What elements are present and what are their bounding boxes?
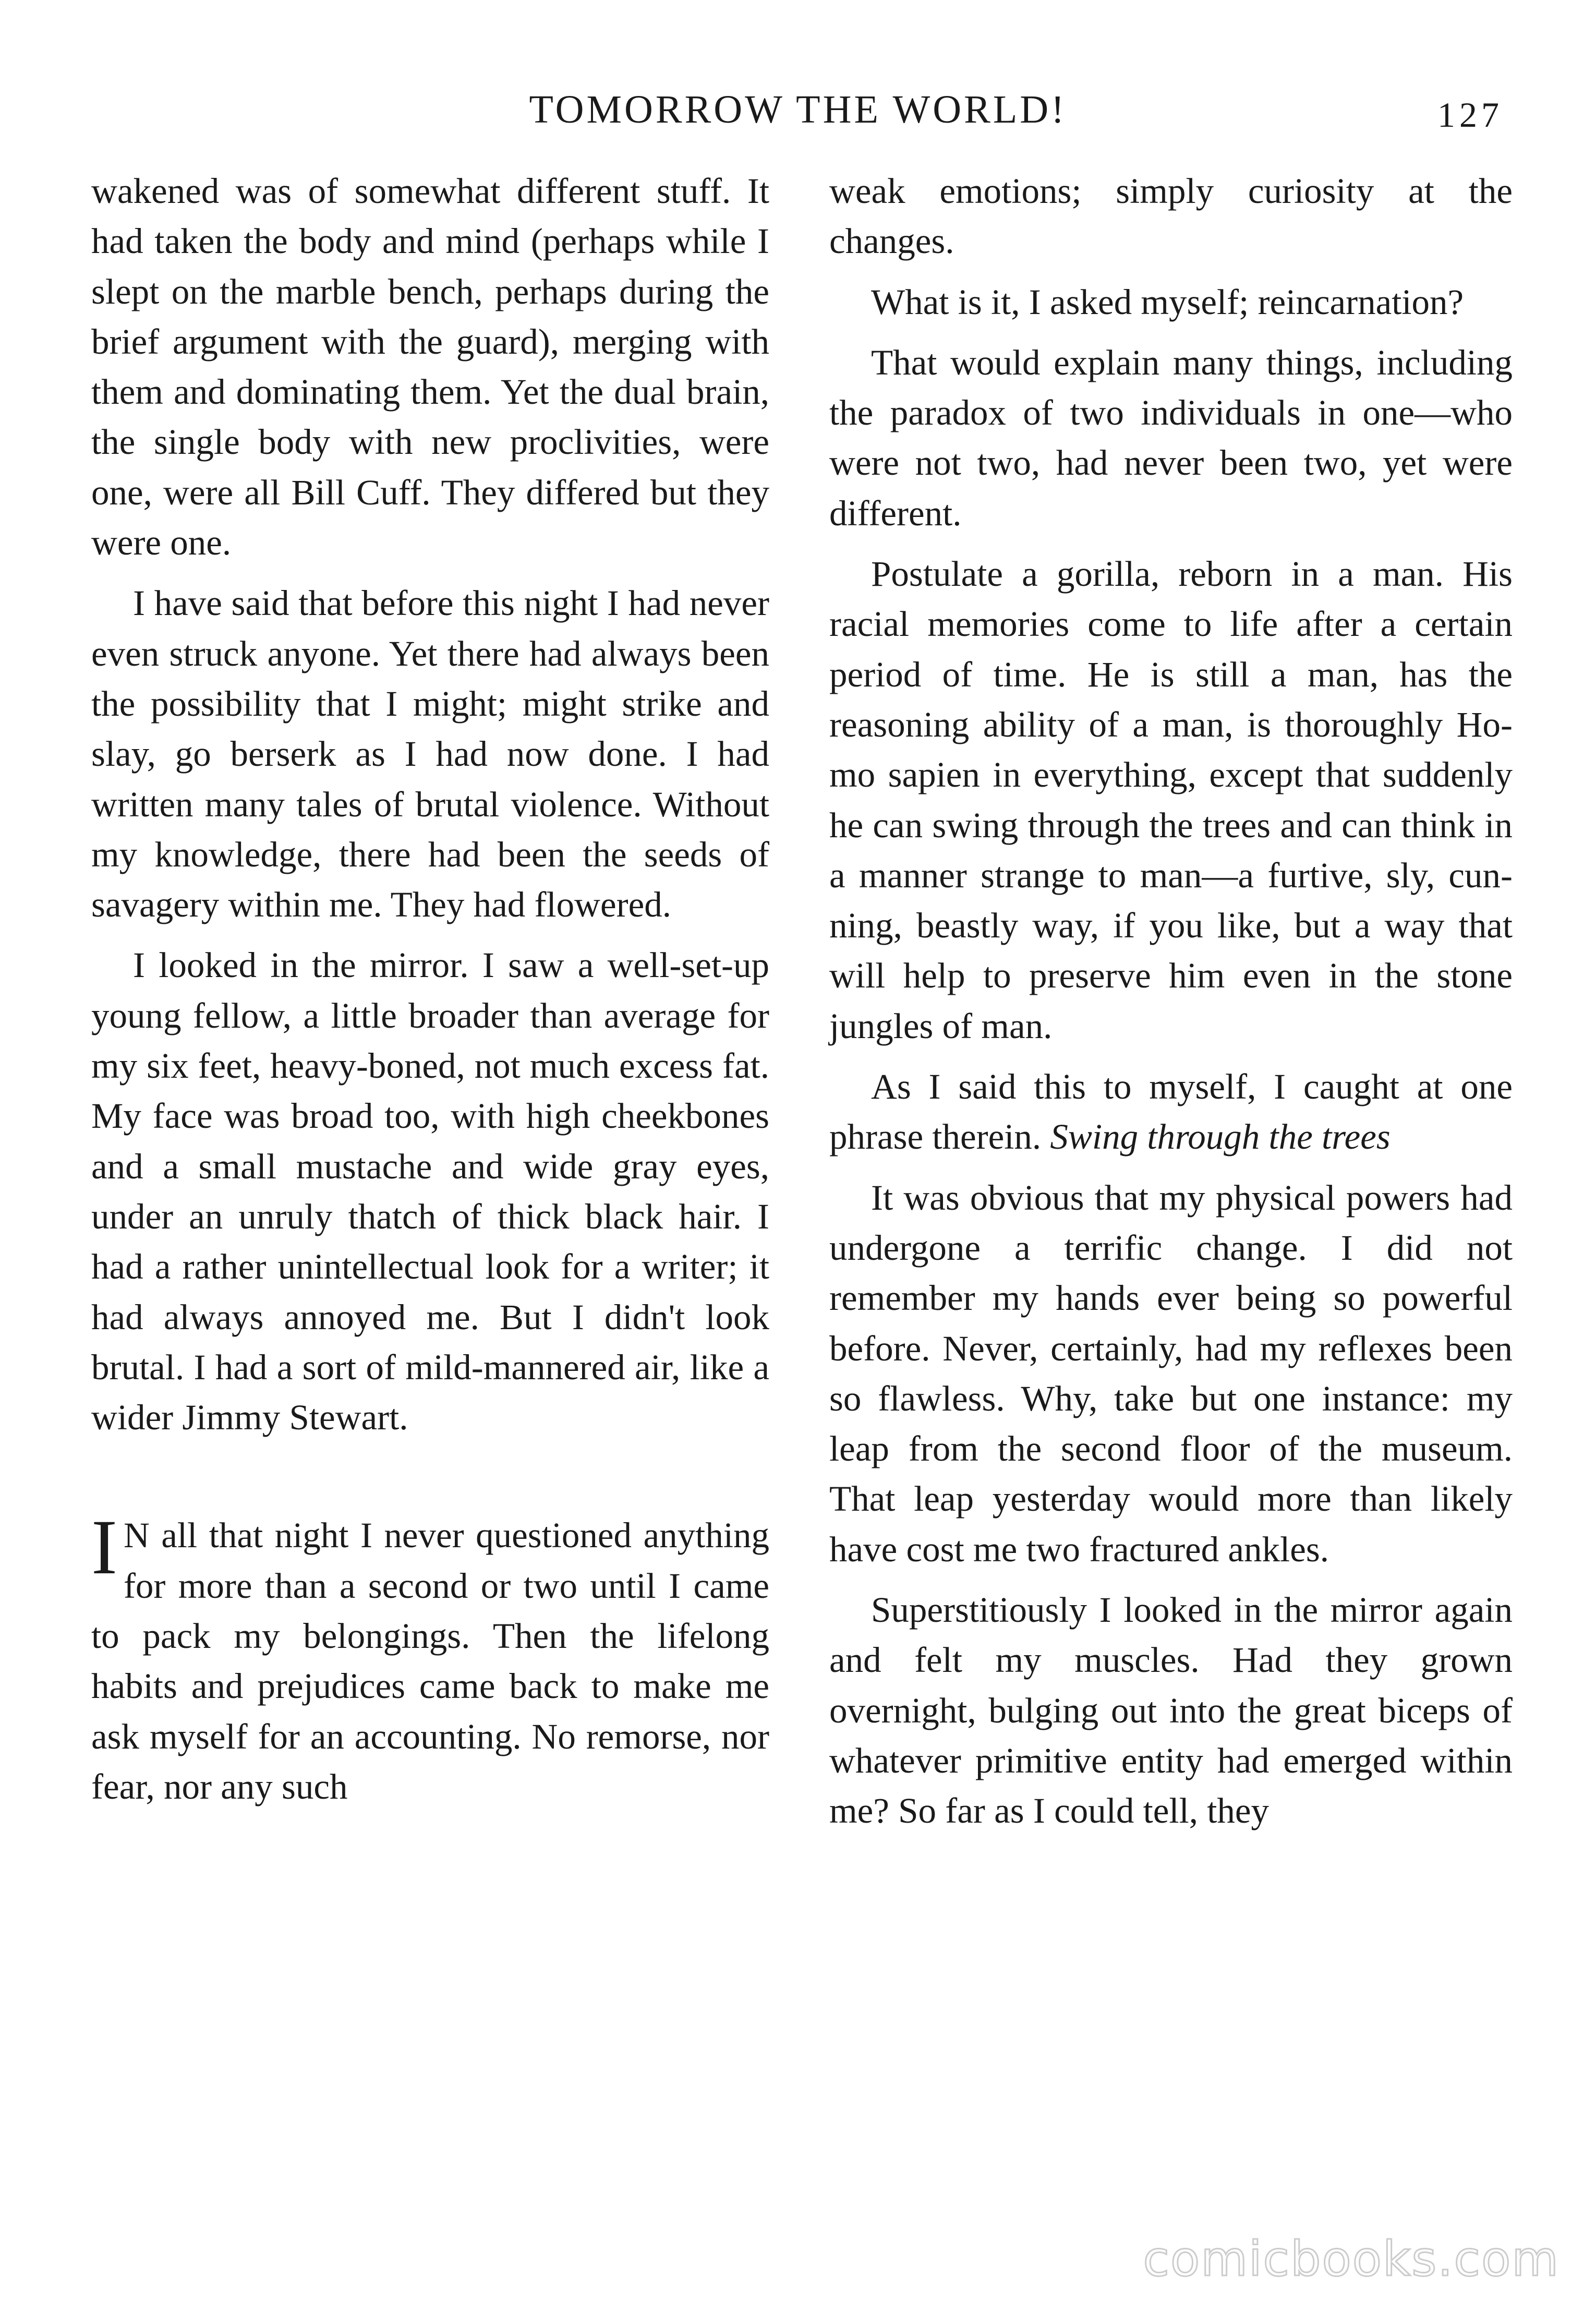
paragraph: Superstitiously I looked in the mirror again and felt my muscles. Had they grown overnight, bulging out into the great biceps of whatever primitive entity had emerged within me? So far as I could tell, they: [829, 1590, 1513, 1831]
left-column: [91, 166, 769, 1822]
page-header: [0, 83, 1596, 146]
paragraph: It was obvious that my physical powers had undergone a terrific change. I did not remember my hands ever being so powerful before. Never, certainly, had my reflexes been so flawless. Why, take but one instance: my leap from the second floor of the museum. That leap yesterday would more than likely have cost me two fractured ankles.: [829, 1177, 1513, 1569]
section-opening-paragraph: [91, 1504, 769, 1812]
page-number: 127: [1437, 95, 1503, 135]
paragraph-text: N all that night I never questioned anything for more than a second or two until I came to pack my belongings. Then the lifelong habits and prejudices came back to make me ask myself for an accounting. No remorse, nor fear, nor any such: [91, 1515, 769, 1806]
paragraph: That would explain many things, including the paradox of two individuals in one—who were not two, had never been two, yet were different.: [829, 342, 1513, 533]
site-watermark: comicbooks.com: [1143, 2231, 1559, 2287]
paragraph: What is it, I asked myself; reincarnation?: [871, 282, 1464, 322]
drop-cap: I: [91, 1504, 117, 1591]
paragraph: I looked in the mirror. I saw a well-set-up young fellow, a little broader than average for my six feet, heavy-boned, not much excess fat. My face was broad too, with high cheekbones and a small mustache and wide gray eyes, under an unruly thatch of thick black hair. I had a rather unintellectual look for a writer; it had always annoyed me. But I didn't look brutal. I had a sort of mild-mannered air, like a wider Jimmy Stewart.: [91, 945, 769, 1438]
paragraph: I have said that before this night I had never even struck anyone. Yet there had always been the possibility that I might; might strike and slay, go berserk as I had now done. I had written many tales of brutal violence. Without my knowledge, there had been the seeds of savagery within me. They had flowered.: [91, 583, 769, 925]
paragraph: Postulate a gorilla, reborn in a man. His racial memories come to life after a certain period of time. He is still a man, has the reasoning ability of a man, is thoroughly Homo sapien in everything, except that suddenly he can swing through the trees and can think in a manner strange to man—a furtive, sly, cunning, beastly way, if you like, but a way that will help to preserve him even in the stone jungles of man.: [829, 554, 1513, 1046]
italic-phrase: Swing through the trees: [1050, 1117, 1391, 1157]
paragraph: weak emotions; simply curiosity at the changes.: [829, 171, 1513, 261]
paragraph-text: As I said this to myself, I caught at one phrase therein.: [829, 1067, 1513, 1157]
paragraph: [829, 1062, 1513, 1162]
running-head: TOMORROW THE WORLD!: [529, 88, 1067, 131]
right-column: [829, 166, 1513, 1847]
paragraph: wakened was of somewhat different stuff. It had taken the body and mind (perhaps while I slept on the marble bench, perhaps during the brief argument with the guard), merging with them and dominating them. Yet the dual brain, the single body with new proclivities, were one, were all Bill Cuff. They differed but they were one.: [91, 171, 769, 563]
